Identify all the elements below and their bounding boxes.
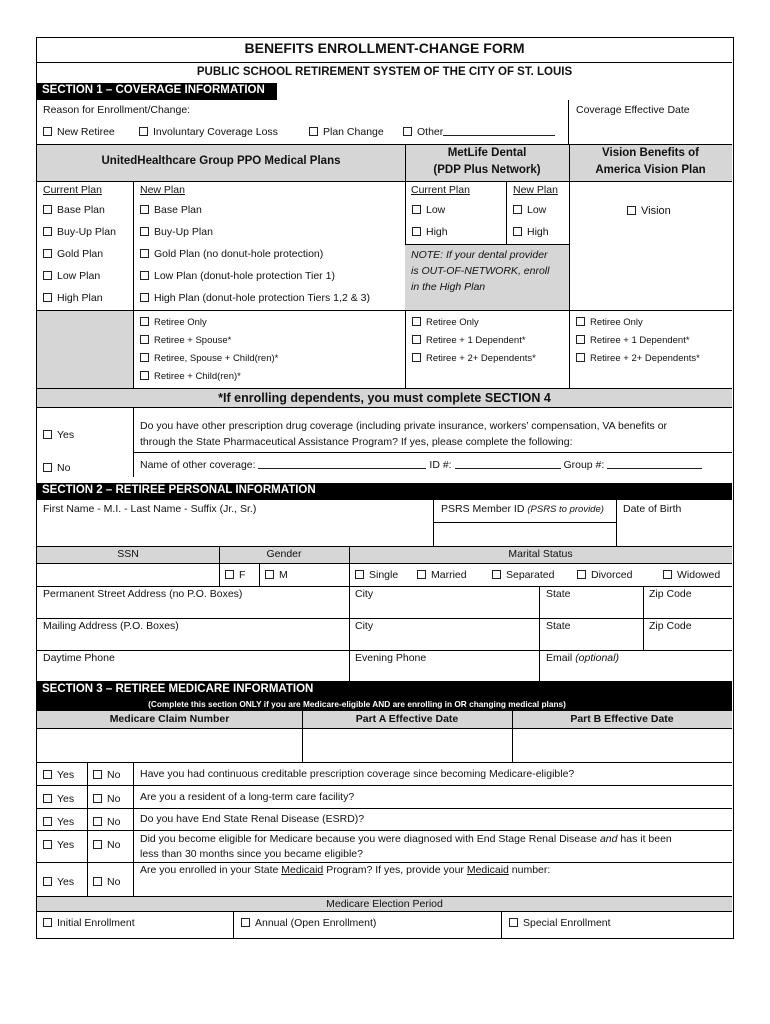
election-annual[interactable]: Annual (Open Enrollment) [241, 917, 376, 929]
vision-tier-retiree-only[interactable]: Retiree Only [576, 317, 643, 328]
part-a-field[interactable] [304, 730, 510, 760]
checkbox-icon [43, 205, 52, 214]
current-base-plan[interactable]: Base Plan [43, 204, 105, 216]
checkbox-icon [412, 353, 421, 362]
checkbox-icon [576, 353, 585, 362]
dental-new-head: New Plan [513, 184, 558, 196]
vision-title: Vision Benefits of [602, 147, 699, 159]
checkbox-icon [93, 770, 102, 779]
other-coverage-question-line1: Do you have other prescription drug coverage (including private insurance, workers’ compensation, VA benefits or [140, 420, 668, 432]
city-field[interactable] [352, 601, 537, 617]
checkbox-icon [140, 227, 149, 236]
checkbox-icon [43, 293, 52, 302]
medical-tier-retiree-children[interactable]: Retiree + Child(ren)* [140, 371, 241, 382]
dental-note-line2: is OUT-OF-NETWORK, enroll [411, 265, 550, 277]
other-coverage-name-label: Name of other coverage: [140, 459, 256, 471]
new-buyup-plan[interactable]: Buy-Up Plan [140, 226, 213, 238]
vision-option[interactable]: Vision [627, 205, 671, 217]
gender-female[interactable]: F [225, 569, 245, 581]
checkbox-icon [412, 227, 421, 236]
street-label: Permanent Street Address (no P.O. Boxes) [43, 588, 243, 600]
mailing-zip-field[interactable] [646, 633, 730, 649]
group-label: Group #: [563, 459, 605, 471]
city-label: City [355, 588, 374, 600]
reason-involuntary-loss[interactable]: Involuntary Coverage Loss [139, 126, 278, 138]
dental-current-low[interactable]: Low [412, 204, 445, 216]
new-low-plan[interactable]: Low Plan (donut-hole protection Tier 1) [140, 270, 335, 282]
checkbox-icon [576, 335, 585, 344]
name-label: First Name - M.I. - Last Name - Suffix (Jr., Sr.) [43, 503, 257, 515]
checkbox-icon [140, 249, 149, 258]
reason-label: Reason for Enrollment/Change: [43, 104, 191, 116]
checkbox-icon [241, 918, 250, 927]
mailing-city-field[interactable] [352, 633, 537, 649]
checkbox-icon [412, 317, 421, 326]
checkbox-icon [43, 817, 52, 826]
section2-header: SECTION 2 – RETIREE PERSONAL INFORMATION [37, 483, 732, 500]
checkbox-icon [93, 794, 102, 803]
mailing-city-label: City [355, 620, 374, 632]
checkbox-icon [43, 770, 52, 779]
reason-other[interactable]: Other [403, 126, 555, 138]
mailing-state-field[interactable] [542, 633, 641, 649]
checkbox-icon [417, 570, 426, 579]
other-reason-line[interactable] [443, 126, 555, 136]
name-field[interactable] [41, 518, 431, 544]
ssn-field[interactable] [39, 565, 217, 585]
other-coverage-yes[interactable]: Yes [43, 429, 74, 441]
gender-male[interactable]: M [265, 569, 288, 581]
checkbox-icon [43, 918, 52, 927]
marital-widowed[interactable]: Widowed [663, 569, 720, 581]
checkbox-icon [225, 570, 234, 579]
metlife-title: MetLife Dental [447, 147, 527, 159]
other-coverage-group-field[interactable] [607, 459, 702, 469]
section3-note: (Complete this section ONLY if you are Medicare-eligible AND are enrolling in OR changing medical plans) [148, 699, 566, 709]
claim-number-field[interactable] [39, 730, 300, 760]
q3-no[interactable]: No [93, 816, 120, 828]
id-label: ID #: [429, 459, 452, 471]
checkbox-icon [509, 918, 518, 927]
dental-current-high[interactable]: High [412, 226, 448, 238]
q1-yes[interactable]: Yes [43, 769, 74, 781]
medical-tier-retiree-only[interactable]: Retiree Only [140, 317, 207, 328]
member-id-field[interactable] [434, 523, 615, 545]
section1-header: SECTION 1 – COVERAGE INFORMATION [37, 83, 277, 100]
checkbox-icon [43, 227, 52, 236]
q4-no[interactable]: No [93, 839, 120, 851]
new-high-plan[interactable]: High Plan (donut-hole protection Tiers 1,2 & 3) [140, 292, 370, 304]
checkbox-icon [139, 127, 148, 136]
q5-no[interactable]: No [93, 876, 120, 888]
checkbox-icon [627, 206, 636, 215]
state-field[interactable] [542, 601, 641, 617]
eve-phone-field[interactable] [352, 665, 537, 680]
checkbox-icon [412, 205, 421, 214]
other-coverage-no[interactable]: No [43, 462, 70, 474]
election-title: Medicare Election Period [37, 896, 732, 912]
dependents-note: *If enrolling dependents, you must complete SECTION 4 [37, 388, 732, 408]
checkbox-icon [140, 205, 149, 214]
member-id-label: PSRS Member ID (PSRS to provide) [441, 503, 604, 515]
other-coverage-question-line2: through the State Pharmaceutical Assistance Program? If yes, please complete the following: [140, 436, 573, 448]
q3-yes[interactable]: Yes [43, 816, 74, 828]
reason-plan-change[interactable]: Plan Change [309, 126, 384, 138]
form-subtitle: PUBLIC SCHOOL RETIREMENT SYSTEM OF THE CITY OF ST. LOUIS [196, 66, 573, 78]
effective-date-label: Coverage Effective Date [576, 104, 690, 116]
checkbox-icon [403, 127, 412, 136]
checkbox-icon [355, 570, 364, 579]
checkbox-icon [140, 317, 149, 326]
current-buyup-plan[interactable]: Buy-Up Plan [43, 226, 116, 238]
day-phone-field[interactable] [41, 665, 346, 680]
zip-label: Zip Code [649, 588, 692, 600]
election-special[interactable]: Special Enrollment [509, 917, 611, 929]
current-low-plan[interactable]: Low Plan [43, 270, 100, 282]
q4-yes[interactable]: Yes [43, 839, 74, 851]
q1-no[interactable]: No [93, 769, 120, 781]
checkbox-icon [309, 127, 318, 136]
checkbox-icon [43, 249, 52, 258]
checkbox-icon [140, 371, 149, 380]
section3-header: SECTION 3 – RETIREE MEDICARE INFORMATION [42, 683, 314, 695]
q5-text: Are you enrolled in your State Medicaid Program? If yes, provide your Medicaid number: [140, 864, 551, 876]
other-coverage-name-field[interactable] [258, 459, 426, 469]
vision-tier-two-dependents[interactable]: Retiree + 2+ Dependents* [576, 353, 700, 364]
vision-tier-one-dependent[interactable]: Retiree + 1 Dependent* [576, 335, 690, 346]
q4-text-line1: Did you become eligible for Medicare because you were diagnosed with End Stage Renal Disease and has it been [140, 833, 672, 845]
dental-new-high[interactable]: High [513, 226, 549, 238]
checkbox-icon [513, 205, 522, 214]
checkbox-icon [140, 293, 149, 302]
checkbox-icon [265, 570, 274, 579]
email-label: Email (optional) [546, 652, 619, 664]
dental-current-head: Current Plan [411, 184, 470, 196]
dob-label: Date of Birth [623, 503, 682, 515]
dental-note-line1: NOTE: If your dental provider [411, 249, 548, 261]
q3-text: Do you have End State Renal Disease (ESRD)? [140, 813, 365, 825]
state-label: State [546, 588, 571, 600]
dental-new-low[interactable]: Low [513, 204, 546, 216]
dental-tier-retiree-only[interactable]: Retiree Only [412, 317, 479, 328]
checkbox-icon [577, 570, 586, 579]
checkbox-icon [43, 271, 52, 280]
dental-tier-one-dependent[interactable]: Retiree + 1 Dependent* [412, 335, 526, 346]
form-title: BENEFITS ENROLLMENT-CHANGE FORM [244, 40, 525, 56]
marital-single[interactable]: Single [355, 569, 398, 581]
medical-tier-retiree-spouse-children[interactable]: Retiree, Spouse + Child(ren)* [140, 353, 278, 364]
q2-no[interactable]: No [93, 793, 120, 805]
checkbox-icon [412, 335, 421, 344]
zip-field[interactable] [646, 601, 730, 617]
mailing-field[interactable] [41, 633, 346, 649]
other-coverage-details [140, 459, 702, 471]
uhc-title: UnitedHealthcare Group PPO Medical Plans [101, 155, 341, 167]
checkbox-icon [43, 794, 52, 803]
checkbox-icon [492, 570, 501, 579]
marital-married[interactable]: Married [417, 569, 467, 581]
street-field[interactable] [41, 601, 346, 617]
q2-yes[interactable]: Yes [43, 793, 74, 805]
part-b-label: Part B Effective Date [570, 713, 674, 725]
tier-gray-cell [37, 311, 133, 388]
checkbox-icon [43, 127, 52, 136]
new-gold-plan[interactable]: Gold Plan (no donut-hole protection) [140, 248, 323, 260]
ssn-label: SSN [117, 548, 139, 560]
checkbox-icon [93, 877, 102, 886]
marital-divorced[interactable]: Divorced [577, 569, 632, 581]
eve-phone-label: Evening Phone [355, 652, 427, 664]
day-phone-label: Daytime Phone [43, 652, 115, 664]
current-gold-plan[interactable]: Gold Plan [43, 248, 103, 260]
dental-note-line3: in the High Plan [411, 281, 486, 293]
dental-note-box [405, 244, 569, 310]
part-a-label: Part A Effective Date [355, 713, 459, 725]
medical-new-head: New Plan [140, 184, 185, 196]
checkbox-icon [93, 840, 102, 849]
claim-number-label: Medicare Claim Number [109, 713, 230, 725]
checkbox-icon [43, 877, 52, 886]
checkbox-icon [140, 335, 149, 344]
checkbox-icon [43, 463, 52, 472]
dental-tier-two-dependents[interactable]: Retiree + 2+ Dependents* [412, 353, 536, 364]
vision-subtitle: America Vision Plan [595, 164, 706, 176]
checkbox-icon [576, 317, 585, 326]
mailing-state-label: State [546, 620, 571, 632]
mailing-zip-label: Zip Code [649, 620, 692, 632]
checkbox-icon [43, 840, 52, 849]
enrollment-form [36, 37, 734, 939]
marital-separated[interactable]: Separated [492, 569, 554, 581]
mailing-label: Mailing Address (P.O. Boxes) [43, 620, 179, 632]
checkbox-icon [140, 271, 149, 280]
new-base-plan[interactable]: Base Plan [140, 204, 202, 216]
q1-text: Have you had continuous creditable prescription coverage since becoming Medicare-eligible? [140, 768, 575, 780]
checkbox-icon [43, 430, 52, 439]
medicaid-number-field[interactable] [137, 879, 727, 894]
election-initial[interactable]: Initial Enrollment [43, 917, 135, 929]
q4-text-line2: less than 30 months since you became eligible? [140, 848, 363, 860]
checkbox-icon [93, 817, 102, 826]
metlife-subtitle: (PDP Plus Network) [433, 164, 541, 176]
checkbox-icon [513, 227, 522, 236]
medical-current-head: Current Plan [43, 184, 102, 196]
part-b-field[interactable] [514, 730, 730, 760]
q5-yes[interactable]: Yes [43, 876, 74, 888]
gender-label: Gender [266, 548, 302, 560]
other-coverage-id-field[interactable] [455, 459, 561, 469]
medical-tier-retiree-spouse[interactable]: Retiree + Spouse* [140, 335, 231, 346]
checkbox-icon [663, 570, 672, 579]
q2-text: Are you a resident of a long-term care facility? [140, 791, 355, 803]
dob-field[interactable] [619, 518, 729, 544]
marital-label: Marital Status [508, 548, 573, 560]
checkbox-icon [140, 353, 149, 362]
reason-new-retiree[interactable]: New Retiree [43, 126, 115, 138]
effective-date-field[interactable] [577, 118, 727, 140]
email-field[interactable] [542, 665, 730, 680]
current-high-plan[interactable]: High Plan [43, 292, 103, 304]
